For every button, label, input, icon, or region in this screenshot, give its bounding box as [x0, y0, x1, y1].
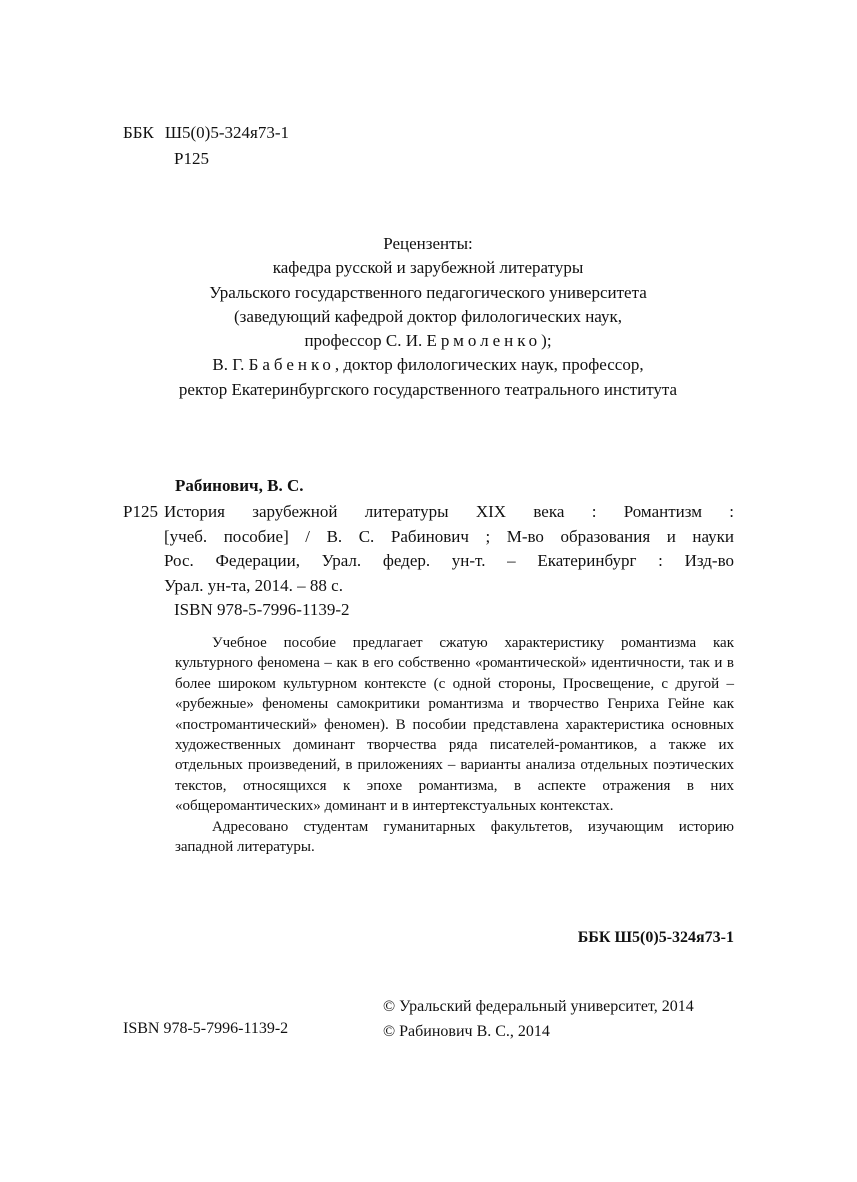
copyright-line-1: © Уральский федеральный университет, 2014	[383, 998, 694, 1015]
copyright-block	[383, 995, 694, 1044]
reviewer-2-suffix: , доктор филологических наук, профессор,	[334, 355, 644, 375]
annotation-paragraph-1: Учебное пособие предлагает сжатую характеристику романтизма как культурного феномена – как в его собственно «романтической» идентичности, так и в более широком культурном контексте (с одной стороны, Просвещение, с другой – «рубежные» феномены самокритики романтизма и творчество Генриха Гейне как «постромантический» феномен). В пособии представлена характеристика основных художественных доминант творчества ряда писателей-романтиков, а также их отдельных произведений, в приложениях – варианты анализа отдельных поэтических текстов, относящихся к эпохе романтизма, в аспекте отражения в них «общеромантических» доминант и в интертекстуальных контекстах.	[175, 635, 734, 815]
reviewers-line-1: кафедра русской и зарубежной литературы	[272, 258, 584, 278]
catalog-isbn: ISBN 978-5-7996-1139-2	[174, 600, 350, 619]
reviewer-1-suffix: );	[541, 331, 552, 351]
catalog-author: Рабинович, В. С.	[175, 476, 304, 495]
bbk-label: ББК	[123, 123, 154, 142]
catalog-line-1: История зарубежной литературы XIX века : Романтизм :	[164, 502, 734, 521]
reviewers-line-3: (заведующий кафедрой доктор филологических наук,	[234, 306, 622, 326]
reviewer-2-name: Бабенко	[248, 355, 335, 375]
bbk-code: Ш5(0)5-324я73-1	[164, 123, 289, 142]
bbk-footer: ББК Ш5(0)5-324я73-1	[577, 929, 734, 946]
annotation-paragraph-2: Адресовано студентам гуманитарных факультетов, изучающим историю западной литературы.	[175, 818, 734, 856]
catalog-line-2: [учеб. пособие] / В. С. Рабинович ; М-во образования и науки	[164, 526, 734, 546]
isbn-footer: ISBN 978-5-7996-1139-2	[123, 1020, 289, 1037]
annotation	[175, 633, 734, 857]
reviewers-line-4	[120, 329, 736, 353]
reviewers-line-2: Уральского государственного педагогического университета	[209, 282, 647, 302]
author-mark: Р125	[174, 149, 209, 168]
reviewers-title: Рецензенты:	[383, 234, 473, 253]
reviewer-1-name: Ермоленко	[426, 331, 542, 351]
catalog-line-4: Урал. ун-та, 2014. – 88 с.	[164, 575, 343, 595]
reviewers-block	[120, 232, 736, 402]
catalog-entry	[123, 500, 734, 623]
reviewers-line-5	[120, 353, 736, 377]
catalog-code: Р125	[123, 502, 158, 521]
bbk-header	[123, 120, 289, 172]
reviewer-2-initials: В. Г.	[212, 355, 245, 375]
reviewer-1-prefix: профессор С. И.	[304, 331, 423, 351]
catalog-line-3: Рос. Федерации, Урал. федер. ун-т. – Екатеринбург : Изд-во	[164, 551, 734, 570]
catalog-description	[164, 500, 734, 598]
reviewers-line-6: ректор Екатеринбургского государственного театрального института	[178, 379, 678, 399]
copyright-line-2: © Рабинович В. С., 2014	[383, 1022, 550, 1040]
